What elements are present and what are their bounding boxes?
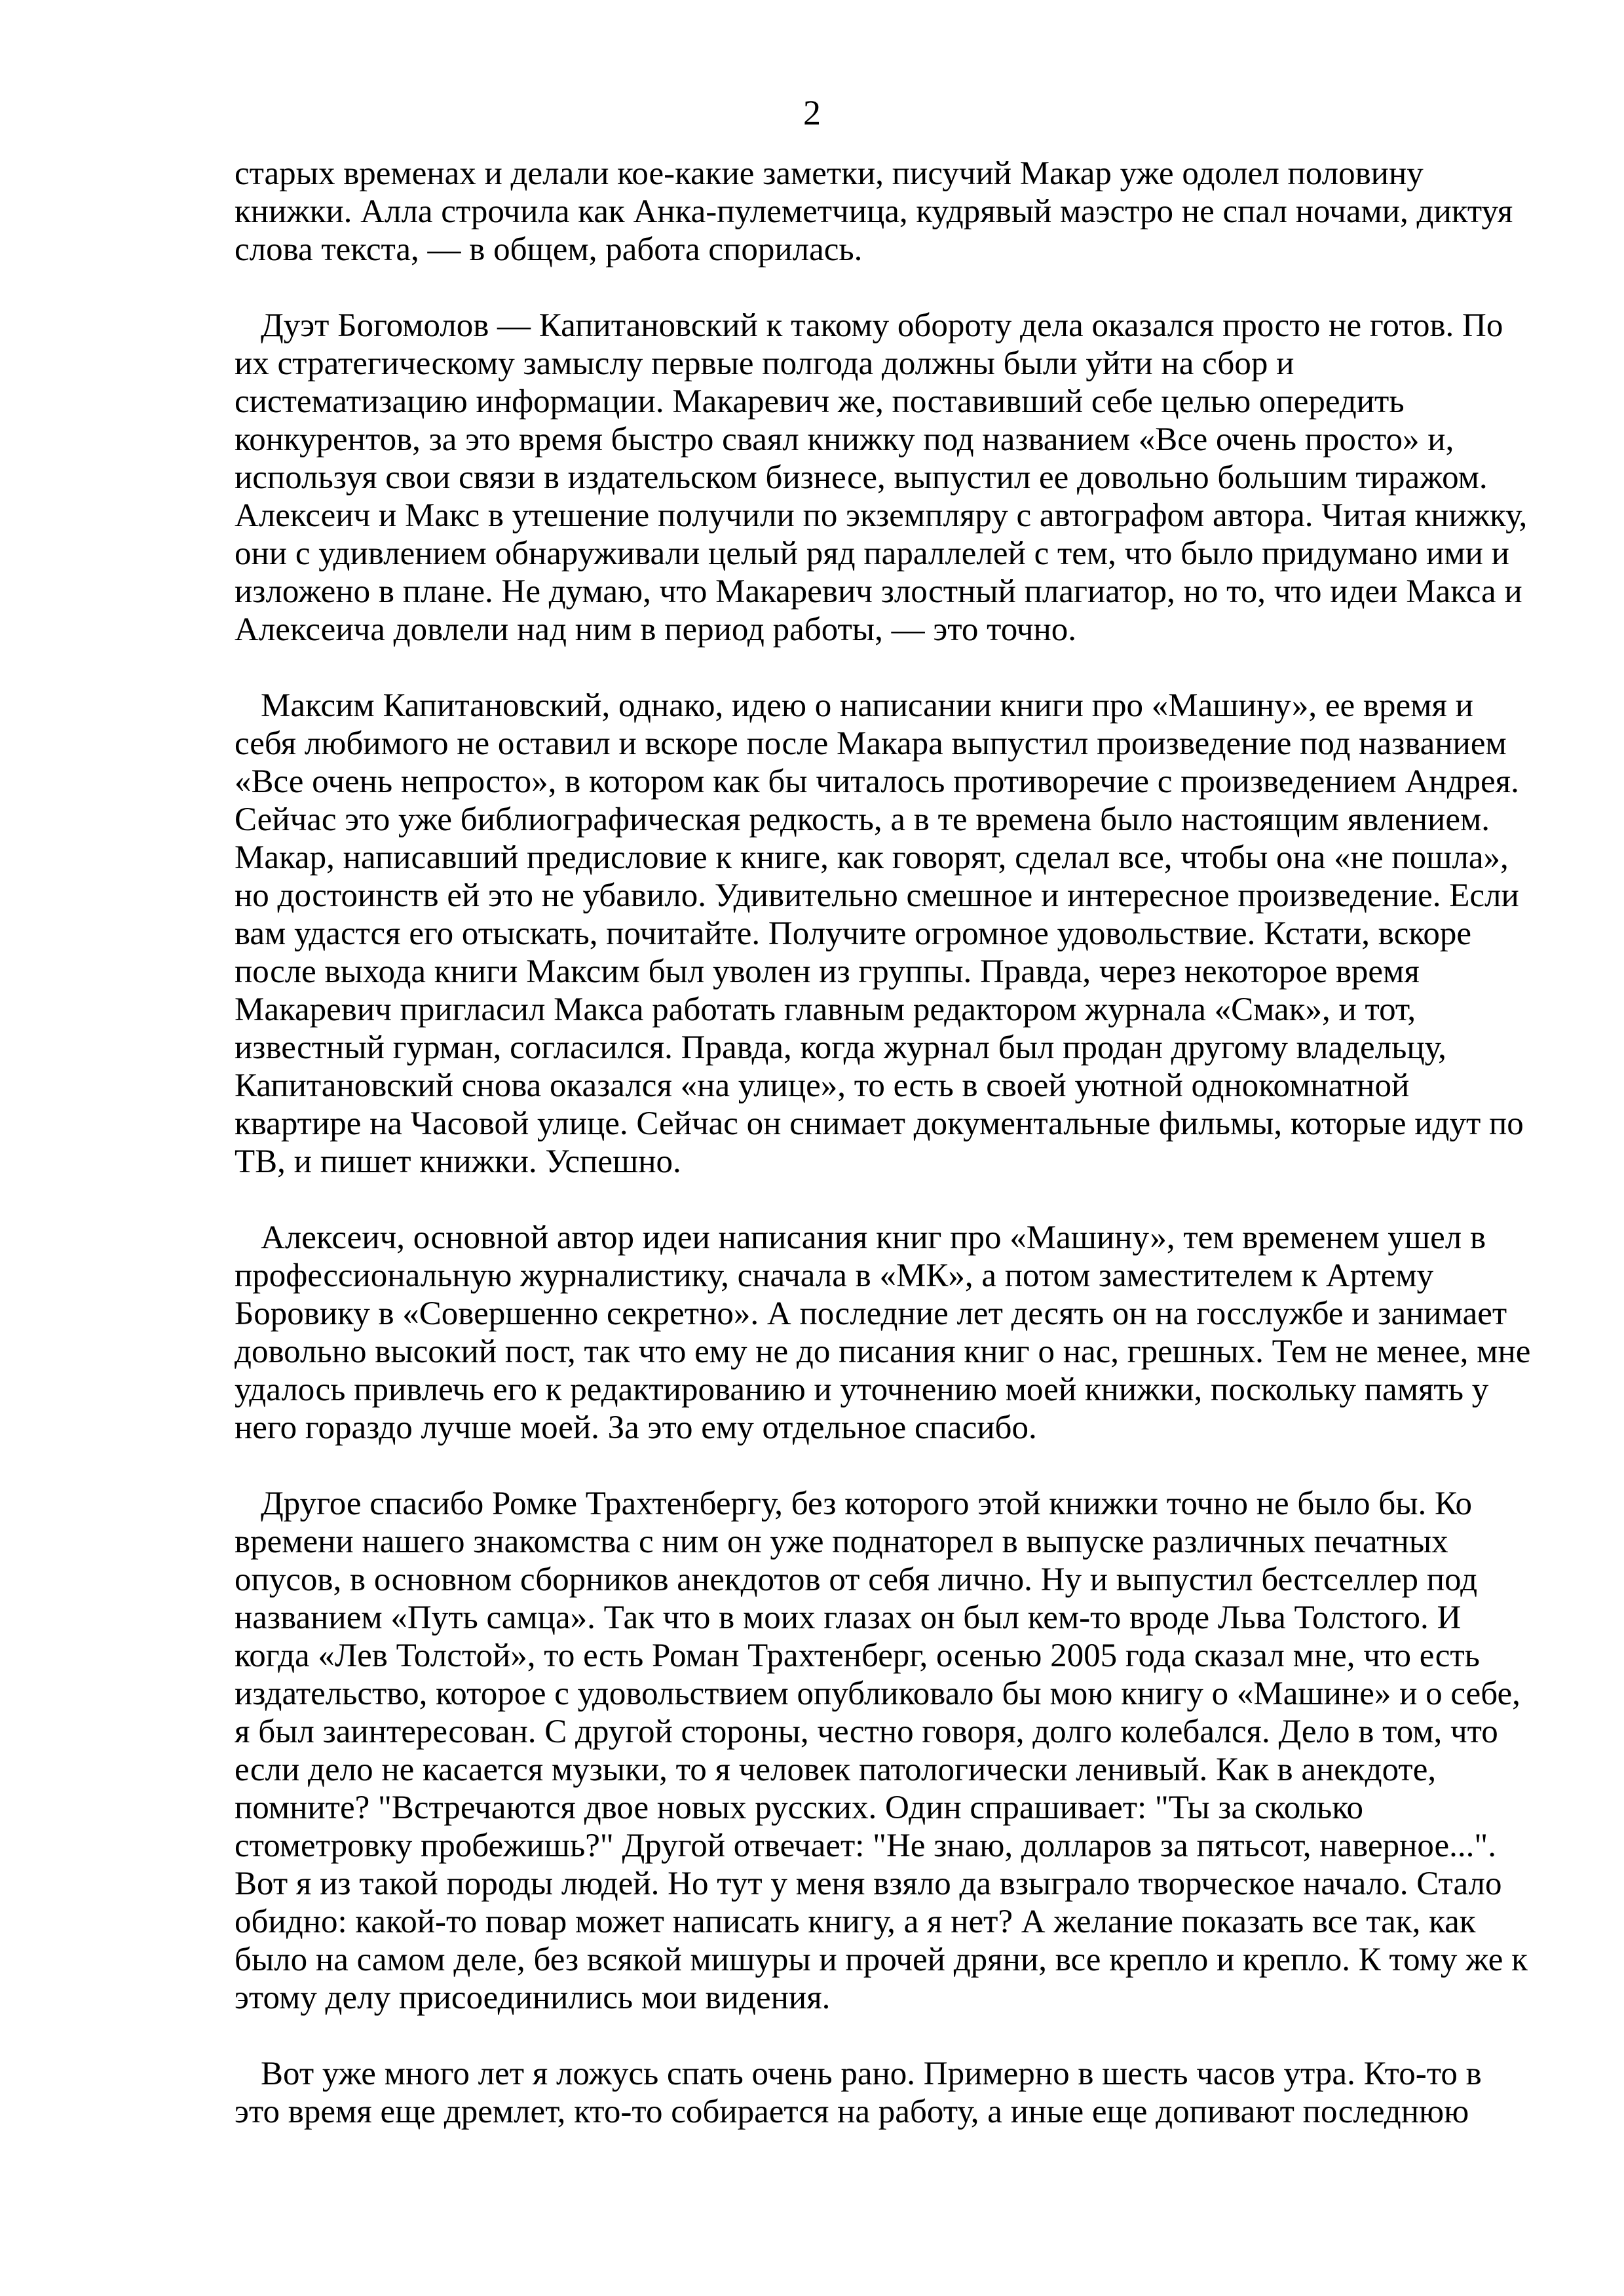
text-line: себя любимого не оставил и вскоре после Макара выпустил произведение под названием <box>235 725 1507 762</box>
text-line: опусов, в основном сборников анекдотов от себя лично. Ну и выпустил бестселлер под <box>235 1561 1478 1598</box>
text-line: этому делу присоединились мои видения. <box>235 1980 831 2016</box>
text-line: слова текста, — в общем, работа спорилась. <box>235 231 863 268</box>
text-line: Алексеич и Макс в утешение получили по экземпляру с автографом автора. Читая книжку, <box>235 497 1528 534</box>
text-line: него гораздо лучше моей. За это ему отдельное спасибо. <box>235 1409 1037 1446</box>
text-line: когда «Лев Толстой», то есть Роман Трахтенберг, осенью 2005 года сказал мне, что есть <box>235 1637 1480 1674</box>
text-line: это время еще дремлет, кто-то собирается на работу, а иные еще допивают последнюю <box>235 2094 1469 2130</box>
paragraph-4 <box>235 1219 1538 1447</box>
text-line: было на самом деле, без всякой мишуры и прочей дряни, все крепло и крепло. К тому же к <box>235 1942 1528 1978</box>
text-line: обидно: какой-то повар может написать книгу, а я нет? А желание показать все так, как <box>235 1904 1476 1940</box>
text-line: Алексеич, основной автор идеи написания книг про «Машину», тем временем ушел в <box>261 1219 1486 1256</box>
paragraph-5 <box>235 1485 1538 2017</box>
text-line: профессиональную журналистику, сначала в «МК», а потом заместителем к Артему <box>235 1257 1434 1294</box>
text-line: известный гурман, согласился. Правда, когда журнал был продан другому владельцу, <box>235 1029 1446 1066</box>
text-line: Вот уже много лет я ложусь спать очень рано. Примерно в шесть часов утра. Кто-то в <box>261 2056 1482 2092</box>
text-line: если дело не касается музыки, то я человек патологически ленивый. Как в анекдоте, <box>235 1751 1437 1788</box>
text-line: используя свои связи в издательском бизнесе, выпустил ее довольно большим тиражом. <box>235 459 1488 496</box>
text-line: названием «Путь самца». Так что в моих глазах он был кем-то вроде Льва Толстого. И <box>235 1599 1462 1636</box>
text-line: изложено в плане. Не думаю, что Макаревич злостный плагиатор, но то, что идеи Макса и <box>235 573 1522 610</box>
text-line: «Все очень непросто», в котором как бы читалось противоречие с произведением Андрея. <box>235 763 1519 800</box>
text-line: конкурентов, за это время быстро сваял книжку под названием «Все очень просто» и, <box>235 421 1454 458</box>
text-line: довольно высокий пост, так что ему не до писания книг о нас, грешных. Тем не менее, мне <box>235 1333 1531 1370</box>
text-line: Сейчас это уже библиографическая редкость, а в те времена было настоящим явлением. <box>235 801 1490 838</box>
text-line: времени нашего знакомства с ним он уже поднаторел в выпуске различных печатных <box>235 1523 1448 1560</box>
text-line: их стратегическому замыслу первые полгода должны были уйти на сбор и <box>235 345 1294 382</box>
text-line: Вот я из такой породы людей. Но тут у меня взяло да взыграло творческое начало. Стало <box>235 1866 1502 1902</box>
paragraph-1 <box>235 155 1538 269</box>
text-line: они с удивлением обнаруживали целый ряд параллелей с тем, что было придумано ими и <box>235 535 1509 572</box>
paragraph-2 <box>235 307 1538 649</box>
text-line: старых временах и делали кое-какие заметки, писучий Макар уже одолел половину <box>235 155 1424 192</box>
text-line: после выхода книги Максим был уволен из группы. Правда, через некоторое время <box>235 953 1420 990</box>
text-line: вам удастся его отыскать, почитайте. Получите огромное удовольствие. Кстати, вскоре <box>235 915 1472 952</box>
text-line: Макаревич пригласил Макса работать главным редактором журнала «Смак», и тот, <box>235 991 1416 1028</box>
text-line: Алексеича довлели над ним в период работы, — это точно. <box>235 611 1077 648</box>
text-line: помните? "Встречаются двое новых русских. Один спрашивает: "Ты за сколько <box>235 1789 1363 1826</box>
text-line: я был заинтересован. С другой стороны, честно говоря, долго колебался. Дело в том, что <box>235 1713 1498 1750</box>
page-number: 2 <box>803 93 821 132</box>
text-line: стометровку пробежишь?" Другой отвечает: "Не знаю, долларов за пятьсот, наверное...". <box>235 1827 1496 1864</box>
body-text <box>235 155 1538 2131</box>
text-line: Другое спасибо Ромке Трахтенбергу, без которого этой книжки точно не было бы. Ко <box>261 1485 1472 1522</box>
text-line: Боровику в «Совершенно секретно». А последние лет десять он на госслужбе и занимает <box>235 1295 1507 1332</box>
text-line: книжки. Алла строчила как Анка-пулеметчица, кудрявый маэстро не спал ночами, диктуя <box>235 193 1513 230</box>
text-line: издательство, которое с удовольствием опубликовало бы мою книгу о «Машине» и о себе, <box>235 1675 1520 1712</box>
text-line: Макар, написавший предисловие к книге, как говорят, сделал все, чтобы она «не пошла», <box>235 839 1509 876</box>
text-line: ТВ, и пишет книжки. Успешно. <box>235 1143 681 1180</box>
text-line: удалось привлечь его к редактированию и уточнению моей книжки, поскольку память у <box>235 1371 1489 1408</box>
text-line: но достоинств ей это не убавило. Удивительно смешное и интересное произведение. Если <box>235 877 1519 914</box>
text-line: систематизацию информации. Макаревич же, поставивший себе целью опередить <box>235 383 1405 420</box>
text-line: Дуэт Богомолов — Капитановский к такому обороту дела оказался просто не готов. По <box>261 307 1503 344</box>
text-line: квартире на Часовой улице. Сейчас он снимает документальные фильмы, которые идут по <box>235 1105 1524 1142</box>
paragraph-3 <box>235 687 1538 1181</box>
paragraph-6 <box>235 2055 1538 2131</box>
text-line: Капитановский снова оказался «на улице», то есть в своей уютной однокомнатной <box>235 1067 1410 1104</box>
text-line: Максим Капитановский, однако, идею о написании книги про «Машину», ее время и <box>261 687 1473 724</box>
